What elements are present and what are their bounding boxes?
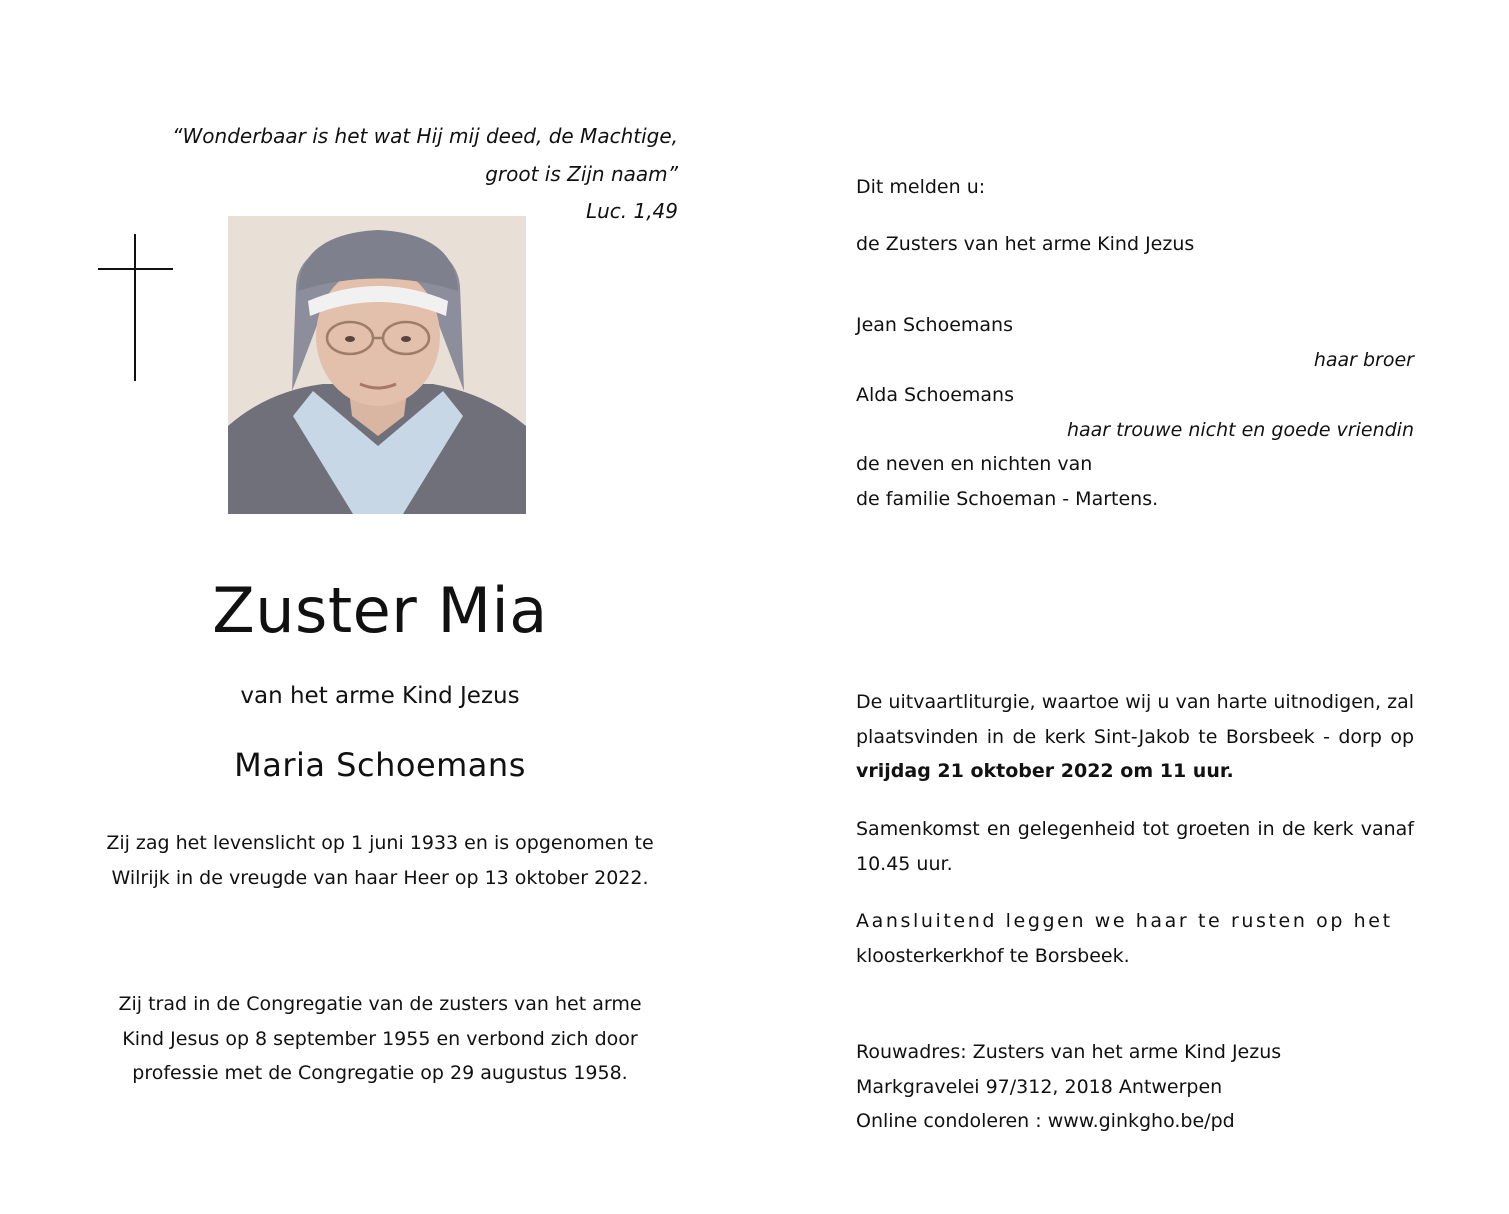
relative-2-relation: haar trouwe nicht en goede vriendin [1066, 419, 1414, 441]
portrait-photo [228, 216, 526, 514]
quote-line-1: “Wonderbaar is het wat Hij mij deed, de Machtige, [172, 124, 678, 148]
online-condolence-link[interactable]: Online condoleren : www.ginkgho.be/pd [856, 1110, 1235, 1132]
vows-line-1: Zij trad in de Congregatie van de zusters van het arme [118, 993, 642, 1015]
vows-line-2: Kind Jesus op 8 september 1955 en verbond zich door [122, 1027, 638, 1050]
birth-line-1: Zij zag het levenslicht op 1 juni 1933 en is opgenomen te [106, 832, 654, 854]
deceased-full-name: Maria Schoemans [234, 746, 526, 784]
address-line-2: Markgravelei 97/312, 2018 Antwerpen [856, 1075, 1223, 1098]
burial-line-2: kloosterkerkhof te Borsbeek. [856, 944, 1130, 967]
funeral-burial [856, 904, 1414, 973]
relative-1-relation: haar broer [1313, 349, 1414, 371]
quote-line-2: groot is Zijn naam” [485, 162, 678, 186]
vows-line-3: professie met de Congregatie op 29 augustus 1958. [132, 1062, 628, 1084]
burial-line-1: Aansluitend leggen we haar te rusten op het [856, 910, 1393, 932]
quote-reference: Luc. 1,49 [585, 199, 678, 223]
relative-2-name: Alda Schoemans [856, 384, 1014, 406]
deceased-title: Zuster Mia [212, 574, 548, 647]
contact-block [856, 1035, 1414, 1139]
announcement-congregation: de Zusters van het arme Kind Jezus [856, 233, 1195, 255]
invitation-date: vrijdag 21 oktober 2022 om 11 uur. [856, 760, 1234, 782]
announcement-intro: Dit melden u: [856, 176, 986, 198]
family-line-2: de familie Schoeman - Martens. [856, 488, 1159, 510]
deceased-subtitle: van het arme Kind Jezus [240, 683, 520, 709]
funeral-invitation [856, 685, 1414, 789]
family-line-1: de neven en nichten van [856, 453, 1093, 475]
relative-1-name: Jean Schoemans [856, 314, 1013, 336]
address-line-1: Rouwadres: Zusters van het arme Kind Jezus [856, 1041, 1282, 1063]
biography-vows [92, 987, 668, 1091]
birth-line-2: Wilrijk in de vreugde van haar Heer op 13 oktober 2022. [111, 866, 649, 889]
funeral-gathering: Samenkomst en gelegenheid tot groeten in de kerk vanaf 10.45 uur. [856, 818, 1414, 875]
biography-birth [92, 826, 668, 895]
invitation-text: De uitvaartliturgie, waartoe wij u van harte uitnodigen, zal plaatsvinden in de kerk Sint-Jakob te Borsbeek - dorp op [856, 691, 1414, 748]
